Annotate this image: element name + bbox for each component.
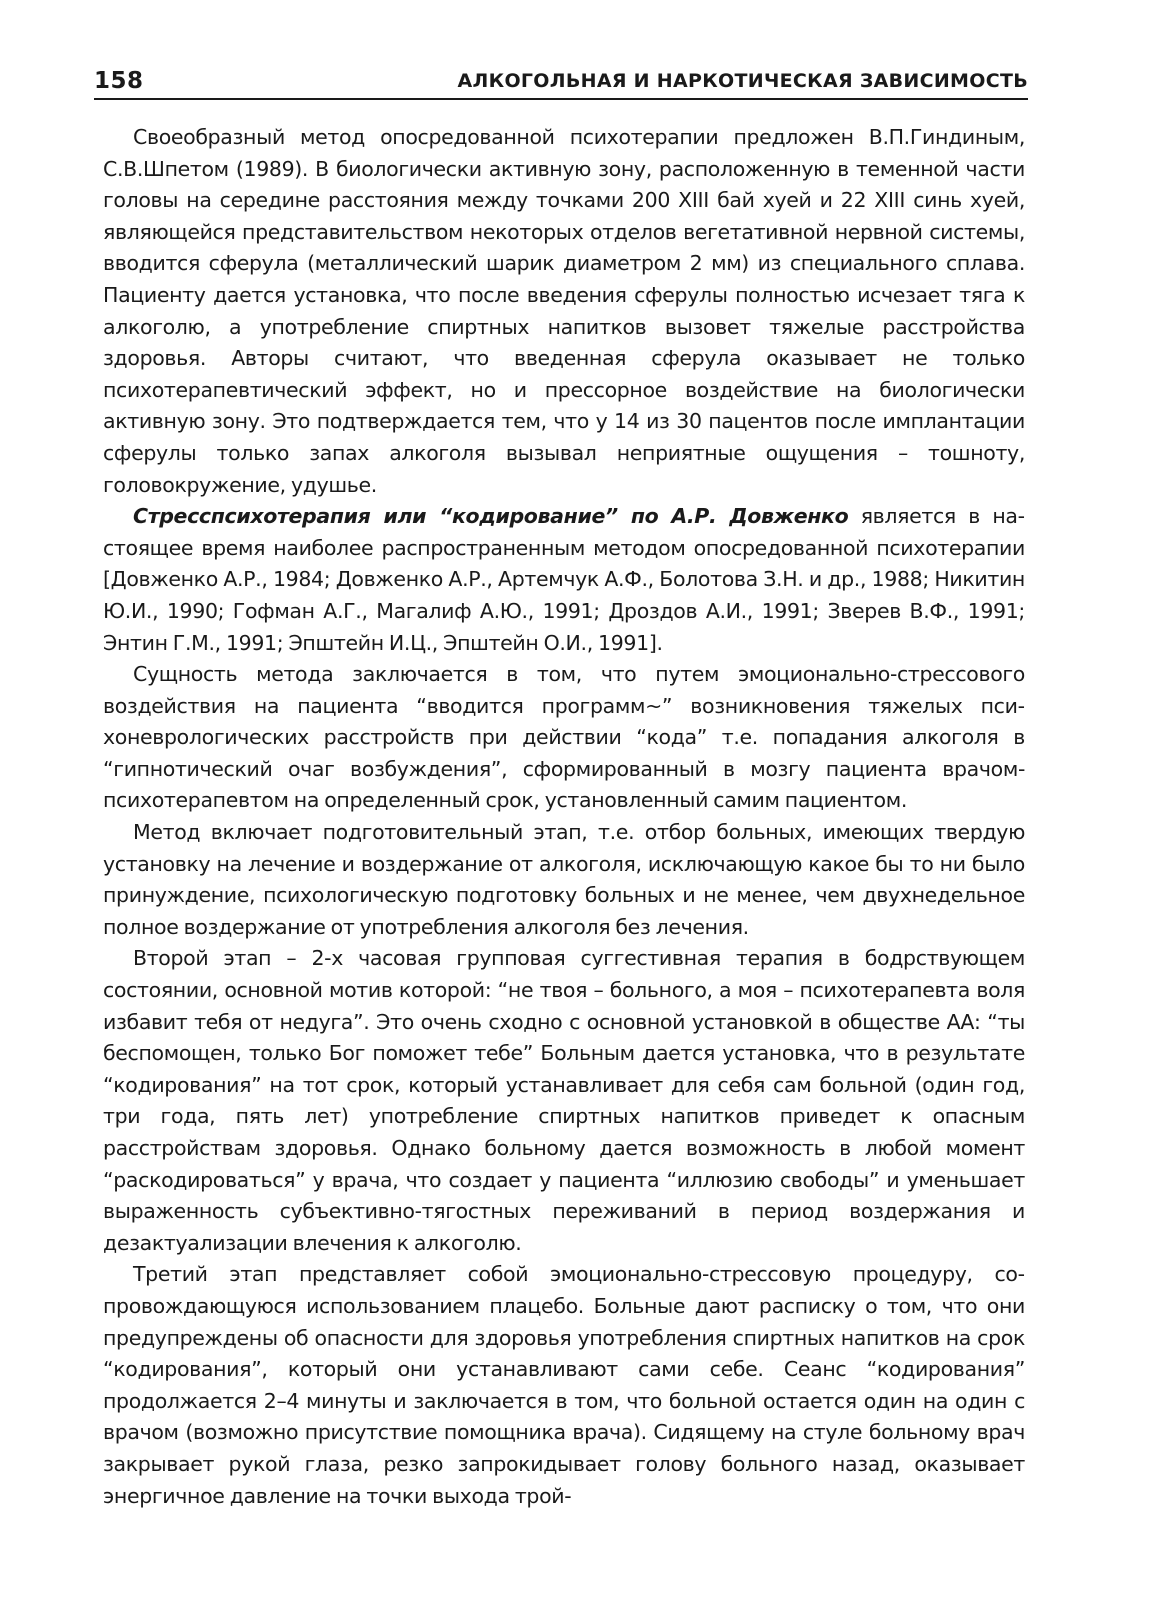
running-title: АЛКОГОЛЬНАЯ И НАРКОТИЧЕСКАЯ ЗАВИСИМОСТЬ <box>457 70 1028 92</box>
paragraph-text: является в настоящее время наиболее распространенным методом опосредованной психотерапии [Довженко А.Р., 1984; Довженко А.Р., Артемчук А.Ф., Болотова З.Н. и др., 1988; Никитин Ю.И., 1990; Гофман А.Г., Магалиф А.Ю., 1991; Дроздов А.И., 1991; Зверев В.Ф., 1991; Энтин Г.М., 1991; Эпштейн И.Ц., Эпштейн О.И., 1991]. <box>103 504 1026 655</box>
paragraph-text: Второй этап – 2-х часовая групповая суггестивная терапия в бодрствующем состоянии, основной мотив которой: “не твоя – больного, а моя – психотерапевта воля избавит тебя от недуга”. Это очень сходно с основной установкой в обществе АА: “ты беспомощен, только Бог поможет тебе” Больным дается установка, что в результате “кодирования” на тот срок, который устанавливает для себя сам больной (один год, три года, пять лет) употребление спиртных напитков приведет к опасным расстройствам здоровья. Однако больному дается возможность в любой момент “раскодироваться” у врача, что создает у пациента “иллюзию свободы” и уменьшает выраженность субъективно-тягостных переживаний в период воздержания и дезактуализации влечения к алкоголю. <box>103 946 1025 1255</box>
paragraph-text: Метод включает подготовительный этап, т.е. отбор больных, имеющих твердую установку на лечение и воздержание от алкоголя, исключающую какое бы то ни было принуждение, психологическую подготовку больных и не менее, чем двухнедельное полное воздержание от употребления алкоголя без лечения. <box>103 820 1025 939</box>
paragraph <box>103 122 1025 501</box>
paragraph <box>103 1259 1025 1512</box>
page-header <box>94 58 1028 100</box>
paragraph <box>103 817 1025 943</box>
paragraph <box>103 943 1025 1259</box>
paragraph <box>103 501 1025 659</box>
page-number: 158 <box>94 68 144 94</box>
body-text <box>103 122 1025 1512</box>
paragraph-text: Третий этап представляет собой эмоционально-стрессовую процедуру, сопровождающуюся использованием плацебо. Больные дают расписку о том, что они предупреждены об опасности для здоровья употребления спиртных напитков на срок “кодирования”, который они устанавливают сами себе. Сеанс “кодирования” продолжается 2–4 минуты и заключается в том, что больной остается один на один с врачом (возможно присутствие помощника врача). Сидящему на стуле больному врач закрывает рукой глаза, резко запрокидывает голову больного назад, оказывает энергичное давление на точки выхода трой- <box>103 1262 1025 1508</box>
paragraph-text: Сущность метода заключается в том, что путем эмоционально-стрессового воздействия на пациента “вводится программ~” возникновения тяжелых психоневрологических расстройств при действии “кода” т.е. попадания алкоголя в “гипнотический очаг возбуждения”, сформированный в мозгу пациента врачом-психотерапевтом на определенный срок, установленный самим пациентом. <box>103 662 1025 813</box>
paragraph-lead: Стресспсихотерапия или “кодирование” по А.Р. Довженко <box>133 504 849 529</box>
paragraph <box>103 659 1025 817</box>
paragraph-text: Своеобразный метод опосредованной психотерапии предложен В.П.Гиндиным, С.В.Шпетом (1989). В биологически активную зону, расположенную в теменной части головы на середине расстояния между точками 200 XIII бай хуей и 22 XIII синь хуей, являющейся представительством некоторых отделов вегетативной нервной системы, вводится сферула (металлический шарик диаметром 2 мм) из специального сплава. Пациенту дается установка, что после введения сферулы полностью исчезает тяга к алкоголю, а употребление спиртных напитков вызовет тяжелые расстройства здоровья. Авторы считают, что введенная сферула оказывает не только психотерапевтический эффект, но и прессорное воздействие на биологически активную зону. Это подтверждается тем, что у 14 из 30 пацентов после имплантации сферулы только запах алкоголя вызывал неприятные ощущения – тошноту, головокружение, удушье. <box>103 125 1025 497</box>
